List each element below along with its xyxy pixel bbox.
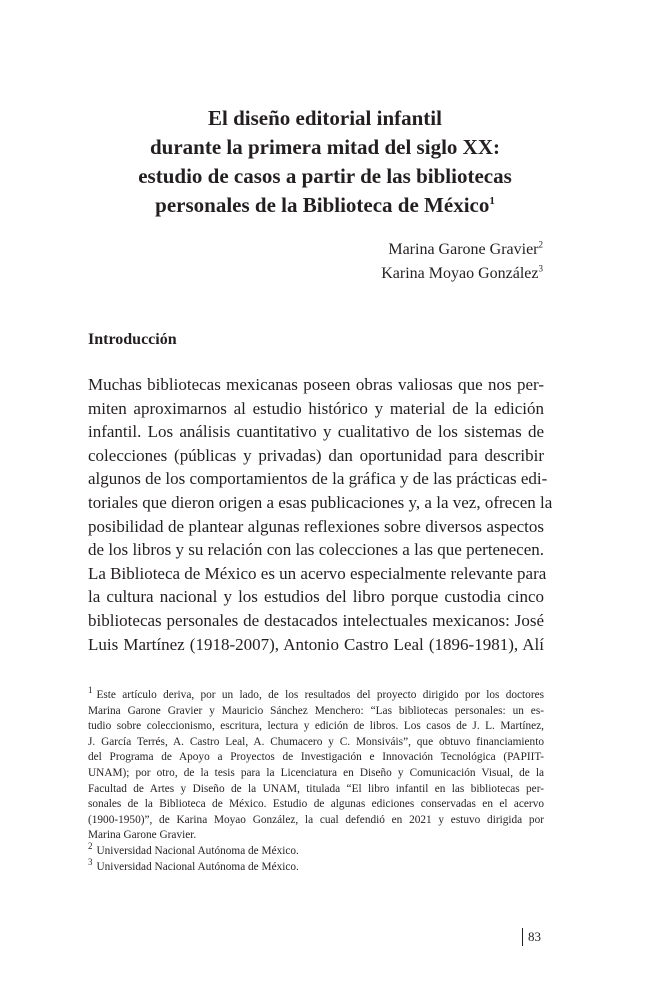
footnote-1-line: Marina Garone Gravier y Mauricio Sánchez Menchero: “Las bibliotecas personales: un es-: [88, 704, 544, 717]
title-line-text: personales de la Biblioteca de México: [155, 193, 490, 217]
body-line: miten aproximarnos al estudio histórico y material de la edición: [88, 398, 544, 418]
title-line: durante la primera mitad del siglo XX:: [150, 135, 500, 159]
page-number: 83: [522, 928, 541, 946]
body-line: infantil. Los análisis cuantitativo y cualitativo de los sistemas de: [88, 422, 544, 442]
footnote-text: Universidad Nacional Autónoma de México.: [96, 860, 299, 873]
footnote-1-line: sonales de la Biblioteca de México. Estudio de algunas ediciones conservadas en el acervo: [88, 798, 544, 811]
author-name: Marina Garone Gravier: [388, 241, 539, 258]
footnote-number: 3: [88, 856, 93, 867]
footnote-number: 1: [88, 685, 93, 696]
footnote-1-line: tudio sobre coleccionismo, escritura, lectura y edición de libros. Los casos de J. L. Martínez,: [88, 720, 544, 733]
footnote-text: Universidad Nacional Autónoma de México.: [96, 844, 299, 857]
footnote-1-line: (1900-1950)”, de Karina Moyao González, la cual defendió en 2021 y estuvo dirigida por: [88, 813, 544, 826]
body-line: bibliotecas personales de destacados intelectuales mexicanos: José: [88, 610, 544, 630]
body-line: Muchas bibliotecas mexicanas poseen obras valiosas que nos per-: [88, 375, 544, 394]
author-entry: [381, 262, 543, 286]
body-line: de los libros y su relación con las colecciones a las que pertenecen.: [88, 540, 544, 560]
body-line: la cultura nacional y los estudios del libro porque custodia cinco: [88, 587, 544, 607]
footnote-1-line: Marina Garone Gravier.: [88, 829, 197, 842]
author-name: Karina Moyao González: [381, 265, 539, 282]
footnote-1-line: del Programa de Apoyo a Proyectos de Investigación e Innovación Tecnológica (PAPIIT-: [88, 751, 544, 764]
author-footnote-mark: 2: [538, 239, 543, 250]
author-entry: [381, 238, 543, 262]
title-line: estudio de casos a partir de las bibliotecas: [138, 164, 512, 188]
body-line: La Biblioteca de México es un acervo especialmente relevante para: [88, 563, 547, 583]
footnote-1-line: [88, 685, 544, 704]
body-line: algunos de los comportamientos de la gráfica y de las prácticas edi-: [88, 469, 548, 489]
body-line: posibilidad de plantear algunas reflexiones sobre diversos aspectos: [88, 516, 544, 536]
chapter-title: [60, 104, 590, 220]
author-footnote-mark: 3: [538, 263, 543, 274]
author-list: [381, 238, 543, 286]
title-footnote-mark: 1: [489, 195, 495, 207]
footnote-1-line: UNAM); por otro, de la tesis para la Licenciatura en Diseño y Comunicación Visual, de la: [88, 766, 544, 779]
footnote-3: [88, 856, 544, 876]
footnotes: [88, 685, 544, 875]
body-line: Luis Martínez (1918-2007), Antonio Castro Leal (1896-1981), Alí: [88, 634, 544, 654]
title-line-last: [60, 191, 590, 220]
footnote-text: Este artículo deriva, por un lado, de los resultados del proyecto dirigido por los doctores: [96, 689, 544, 701]
title-line: El diseño editorial infantil: [208, 106, 442, 130]
section-heading: Introducción: [88, 331, 177, 348]
footnote-2: [88, 841, 544, 860]
body-line: toriales que dieron origen a esas publicaciones y, a la vez, ofrecen la: [88, 492, 553, 512]
footnote-1-line: Facultad de Artes y Diseño de la UNAM, titulada “El libro infantil en las bibliotecas per-: [88, 782, 544, 795]
footnote-number: 2: [88, 841, 93, 852]
footnote-1-line: J. García Terrés, A. Castro Leal, A. Chumacero y C. Monsiváis”, que obtuvo financiamiento: [88, 735, 544, 748]
body-line: colecciones (públicas y privadas) dan oportunidad para describir: [88, 445, 544, 465]
body-paragraph: [88, 373, 553, 656]
